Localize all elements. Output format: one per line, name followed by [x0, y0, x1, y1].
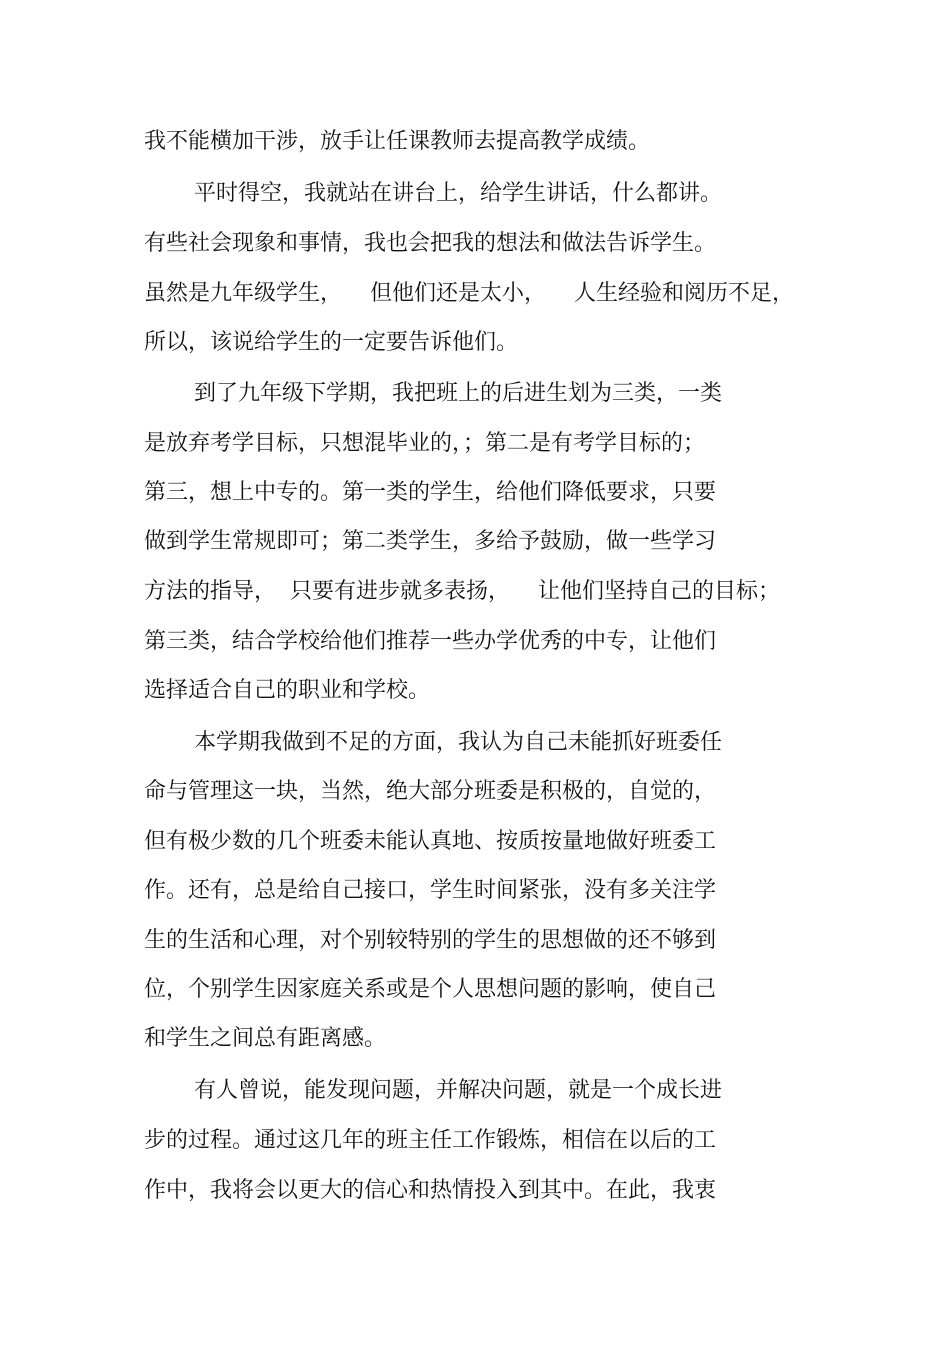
text-line-1: 我不能横加干涉，放手让任课教师去提高教学成绩。 [144, 129, 651, 154]
text-line-10: 方法的指导， 只要有进步就多表扬， 让他们坚持自己的目标； [144, 579, 780, 604]
text-line-20: 有人曾说，能发现问题，并解决问题，就是一个成长进 [194, 1078, 723, 1103]
text-line-13: 本学期我做到不足的方面，我认为自己未能抓好班委任 [194, 730, 723, 755]
text-line-3: 有些社会现象和事情，我也会把我的想法和做法告诉学生。 [144, 231, 717, 256]
text-line-4: 虽然是九年级学生， 但他们还是太小， 人生经验和阅历不足， [144, 281, 794, 306]
text-line-6: 到了九年级下学期，我把班上的后进生划为三类，一类 [194, 381, 723, 406]
text-line-11: 第三类，结合学校给他们推荐一些办学优秀的中专，让他们 [144, 629, 717, 654]
text-line-18: 位，个别学生因家庭关系或是个人思想问题的影响，使自己 [144, 977, 717, 1002]
text-line-2: 平时得空，我就站在讲台上，给学生讲话，什么都讲。 [194, 181, 723, 206]
text-line-5: 所以，该说给学生的一定要告诉他们。 [144, 330, 519, 355]
text-line-9: 做到学生常规即可；第二类学生，多给予鼓励，做一些学习 [144, 529, 717, 554]
text-line-15: 但有极少数的几个班委未能认真地、按质按量地做好班委工 [144, 829, 717, 854]
text-line-21: 步的过程。通过这几年的班主任工作锻炼，相信在以后的工 [144, 1128, 717, 1153]
text-line-19: 和学生之间总有距离感。 [144, 1026, 387, 1051]
text-line-12: 选择适合自己的职业和学校。 [144, 678, 431, 703]
text-line-7: 是放弃考学目标，只想混毕业的，；第二是有考学目标的； [144, 431, 706, 456]
text-line-17: 生的生活和心理，对个别较特别的学生的思想做的还不够到 [144, 928, 717, 953]
text-line-22: 作中，我将会以更大的信心和热情投入到其中。在此，我衷 [144, 1178, 717, 1203]
text-line-14: 命与管理这一块，当然，绝大部分班委是积极的，自觉的， [144, 779, 717, 804]
text-line-16: 作。还有，总是给自己接口，学生时间紧张，没有多关注学 [144, 878, 717, 903]
text-line-8: 第三，想上中专的。第一类的学生，给他们降低要求，只要 [144, 480, 717, 505]
